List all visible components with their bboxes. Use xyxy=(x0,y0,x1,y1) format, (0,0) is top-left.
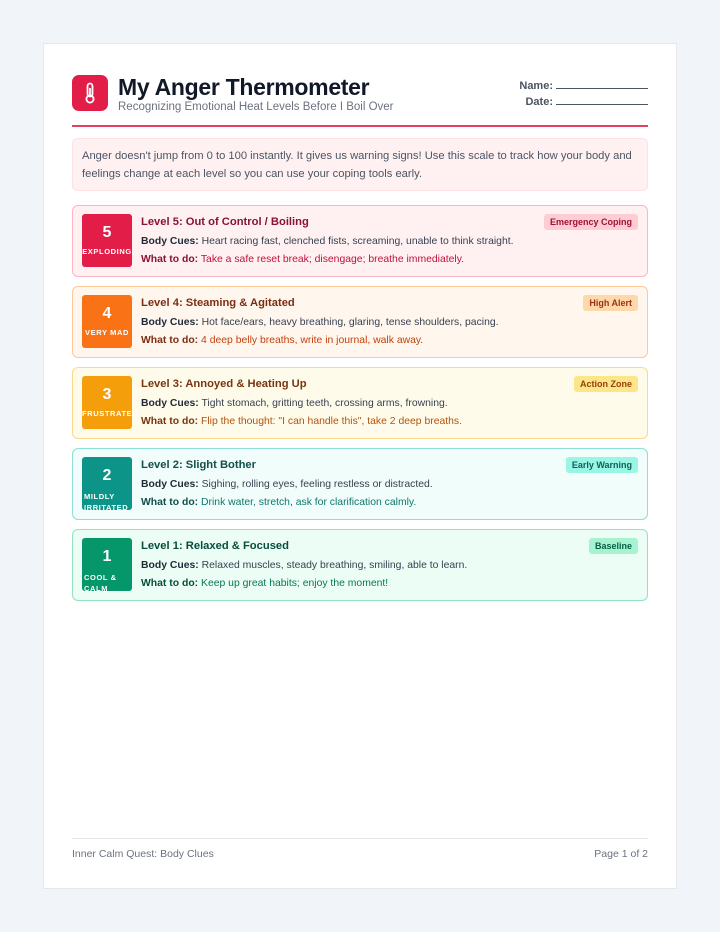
level-word: FRUSTRATED xyxy=(82,409,139,418)
level-title: Level 4: Steaming & Agitated xyxy=(141,297,295,309)
date-line[interactable] xyxy=(556,95,648,105)
level-number: 3 xyxy=(102,386,112,403)
what-to-do-label: What to do: xyxy=(141,254,199,265)
what-to-do-label: What to do: xyxy=(141,416,199,427)
level-badge xyxy=(82,538,132,591)
body-cues-label: Body Cues: xyxy=(141,398,199,409)
level-number: 1 xyxy=(102,548,112,565)
what-to-do xyxy=(141,416,462,427)
worksheet-page xyxy=(43,43,677,889)
what-to-do xyxy=(141,497,416,508)
what-to-do-label: What to do: xyxy=(141,335,199,346)
what-to-do xyxy=(141,578,388,589)
what-to-do-text: Flip the thought: "I can handle this", take 2 deep breaths. xyxy=(201,416,462,427)
page-number: Page 1 of 2 xyxy=(594,848,648,860)
body-cues xyxy=(141,236,514,247)
what-to-do-label: What to do: xyxy=(141,497,199,508)
body-cues-label: Body Cues: xyxy=(141,560,199,571)
level-tag: Baseline xyxy=(589,538,638,554)
level-card-1 xyxy=(72,529,648,601)
what-to-do xyxy=(141,335,423,346)
what-to-do-label: What to do: xyxy=(141,578,199,589)
level-tag: Action Zone xyxy=(574,376,638,392)
footer-title: Inner Calm Quest: Body Clues xyxy=(72,848,214,860)
level-tag: Emergency Coping xyxy=(544,214,638,230)
body-cues-text: Hot face/ears, heavy breathing, glaring, tense shoulders, pacing. xyxy=(201,317,499,328)
body-cues xyxy=(141,317,499,328)
header xyxy=(72,74,648,126)
level-card-3 xyxy=(72,367,648,439)
intro-box: Anger doesn't jump from 0 to 100 instantly. It gives us warning signs! Use this scale to track how your body and feelings change at each level so you can use your coping tools early. xyxy=(72,138,648,191)
body-cues xyxy=(141,560,467,571)
what-to-do-text: Take a safe reset break; disengage; breathe immediately. xyxy=(200,254,465,265)
name-line[interactable] xyxy=(556,79,648,89)
level-badge xyxy=(82,376,139,429)
body-cues-label: Body Cues: xyxy=(141,236,199,247)
footer-divider xyxy=(72,838,648,839)
date-label: Date: xyxy=(525,96,553,108)
what-to-do-text: Drink water, stretch, ask for clarification calmly. xyxy=(201,497,417,508)
level-card-2 xyxy=(72,448,648,520)
body-cues xyxy=(141,398,448,409)
body-cues-text: Tight stomach, gritting teeth, crossing arms, frowning. xyxy=(201,398,448,409)
what-to-do xyxy=(141,254,464,265)
level-tag: High Alert xyxy=(583,295,638,311)
body-cues-text: Relaxed muscles, steady breathing, smiling, able to learn. xyxy=(201,560,468,571)
level-title: Level 1: Relaxed & Focused xyxy=(141,540,289,552)
level-title: Level 5: Out of Control / Boiling xyxy=(141,216,309,228)
level-word: EXPLODING xyxy=(82,247,132,256)
body-cues xyxy=(141,479,433,490)
level-word: VERY MAD xyxy=(85,328,129,337)
name-field[interactable] xyxy=(519,78,648,94)
date-field[interactable] xyxy=(519,94,648,110)
body-cues-label: Body Cues: xyxy=(141,479,199,490)
level-card-4 xyxy=(72,286,648,358)
level-number: 2 xyxy=(102,467,112,484)
level-number: 5 xyxy=(102,224,112,241)
level-card-5 xyxy=(72,205,648,277)
level-badge xyxy=(82,214,132,267)
level-title: Level 3: Annoyed & Heating Up xyxy=(141,378,307,390)
page-title: My Anger Thermometer xyxy=(118,74,370,100)
body-cues-text: Sighing, rolling eyes, feeling restless or distracted. xyxy=(201,479,433,490)
level-badge xyxy=(82,457,132,510)
level-title: Level 2: Slight Bother xyxy=(141,459,256,471)
thermometer-icon xyxy=(82,82,98,104)
page-subtitle: Recognizing Emotional Heat Levels Before I Boil Over xyxy=(118,101,394,113)
name-date-fields xyxy=(519,78,648,110)
what-to-do-text: Keep up great habits; enjoy the moment! xyxy=(201,578,389,589)
header-divider xyxy=(72,125,648,127)
body-cues-text: Heart racing fast, clenched fists, screaming, unable to think straight. xyxy=(201,236,514,247)
level-badge xyxy=(82,295,132,348)
body-cues-label: Body Cues: xyxy=(141,317,199,328)
what-to-do-text: 4 deep belly breaths, write in journal, walk away. xyxy=(201,335,424,346)
level-word: COOL & CALM xyxy=(84,573,117,593)
level-number: 4 xyxy=(102,305,112,322)
level-word: MILDLY IRRITATED xyxy=(84,492,129,512)
name-label: Name: xyxy=(519,80,553,92)
thermometer-logo xyxy=(72,75,108,111)
level-tag: Early Warning xyxy=(566,457,638,473)
